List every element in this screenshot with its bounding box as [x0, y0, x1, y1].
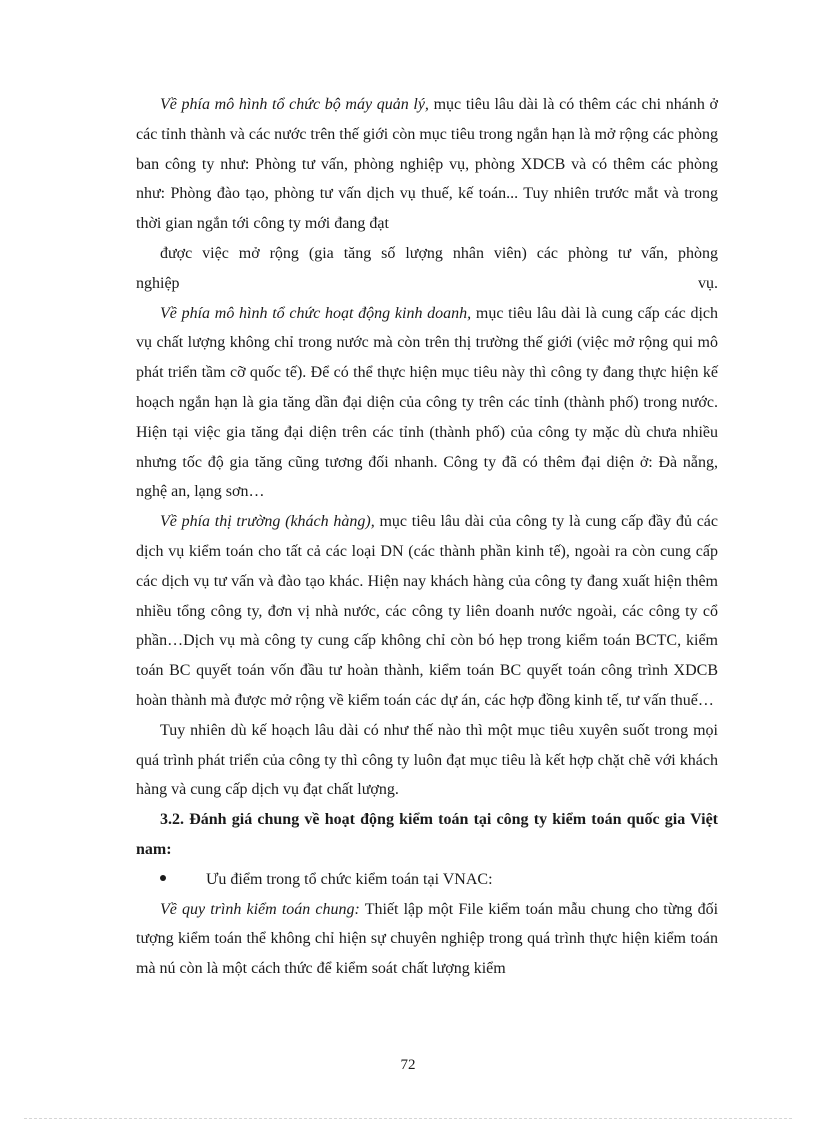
- paragraph-text: Tuy nhiên dù kế hoạch lâu dài có như thế nào thì một mục tiêu xuyên suốt trong mọi quá trình phát triển của công ty thì công ty luôn đạt mục tiêu là kết hợp chặt chẽ với khách hàng và cung cấp dịch vụ đạt chất lượng.: [136, 721, 718, 799]
- paragraph-text: mục tiêu lâu dài là cung cấp các dịch vụ chất lượng không chỉ trong nước mà còn trên thị trường thế giới (việc mở rộng qui mô phát triển tầm cỡ quốc tế). Để có thể thực hiện mục tiêu này thì công ty đang thực hiện kế hoạch ngắn hạn là gia tăng dần đại diện của công ty trên các tỉnh (thành phố) trong nước. Hiện tại việc gia tăng đại diện trên các tỉnh (thành phố) của công ty mặc dù chưa nhiều nhưng tốc độ gia tăng cũng tương đối nhanh. Công ty đã có thêm đại diện ở: Đà nẵng, nghệ an, lạng sơn…: [136, 304, 718, 501]
- paragraph-text: được việc mở rộng (gia tăng số lượng nhân viên) các phòng tư vấn, phòng: [160, 244, 718, 262]
- paragraph-lead: Về quy trình kiểm toán chung:: [160, 900, 360, 918]
- paragraph-lead: Về phía mô hình tổ chức hoạt động kinh doanh,: [160, 304, 472, 322]
- page-number: 72: [400, 1057, 416, 1073]
- bullet-item: [136, 865, 718, 895]
- bullet-text: Ưu điểm trong tổ chức kiểm toán tại VNAC:: [206, 870, 493, 888]
- section-heading: 3.2. Đánh giá chung về hoạt động kiểm toán tại công ty kiểm toán quốc gia Việt nam:: [136, 811, 718, 858]
- paragraph-conclusion: [136, 716, 718, 805]
- paragraph-management-structure: [136, 90, 718, 239]
- paragraph-audit-process: [136, 895, 718, 984]
- paragraph-market: [136, 507, 718, 716]
- bullet-icon: [160, 875, 166, 881]
- paragraph-text: Thiết lập một File kiểm toán mẫu chung cho từng đối tượng kiểm toán thể không chỉ hiện sự chuyên nghiệp trong quá trình thực hiện kiểm toán mà nú còn là một cách thức để kiểm soát chất lượng kiểm: [136, 900, 719, 978]
- paragraph-lead: Về phía mô hình tổ chức bộ máy quản lý,: [160, 96, 429, 113]
- paragraph-business-operations: [136, 299, 718, 508]
- paragraph-continuation: [160, 239, 718, 269]
- paragraph-text: nghiệp: [136, 274, 180, 292]
- paragraph-continuation-end: [136, 269, 718, 299]
- body-text: [136, 90, 718, 984]
- paragraph-end-word: vụ.: [698, 274, 718, 292]
- paragraph-text: mục tiêu lâu dài là có thêm các chi nhánh ở các tỉnh thành và các nước trên thế giới còn mục tiêu trong ngắn hạn là mở rộng các phòng ban công ty như: Phòng tư vấn, phòng nghiệp vụ, phòng XDCB và có thêm các phòng như: Phòng đào tạo, phòng tư vấn dịch vụ thuế, kế toán... Tuy nhiên trước mắt và trong thời gian ngắn tới công ty mới đang đạt: [136, 96, 718, 233]
- page-bottom-rule: [24, 1118, 792, 1119]
- paragraph-text: mục tiêu lâu dài của công ty là cung cấp đầy đủ các dịch vụ kiểm toán cho tất cả các loại DN (các thành phần kinh tế), ngoài ra còn cung cấp các dịch vụ tư vấn và đào tạo khác. Hiện nay khách hàng của công ty đang xuất hiện thêm nhiều tổng công ty, đơn vị nhà nước, các công ty liên doanh nước ngoài, các công ty cổ phần…Dịch vụ mà công ty cung cấp không chỉ còn bó hẹp trong kiểm toán BCTC, kiểm toán BC quyết toán vốn đầu tư hoàn thành, kiểm toán BC quyết toán công trình XDCB hoàn thành mà được mở rộng về kiểm toán các dự án, các hợp đồng kinh tế, tư vấn thuế…: [136, 513, 718, 709]
- paragraph-lead: Về phía thị trường (khách hàng),: [160, 513, 375, 531]
